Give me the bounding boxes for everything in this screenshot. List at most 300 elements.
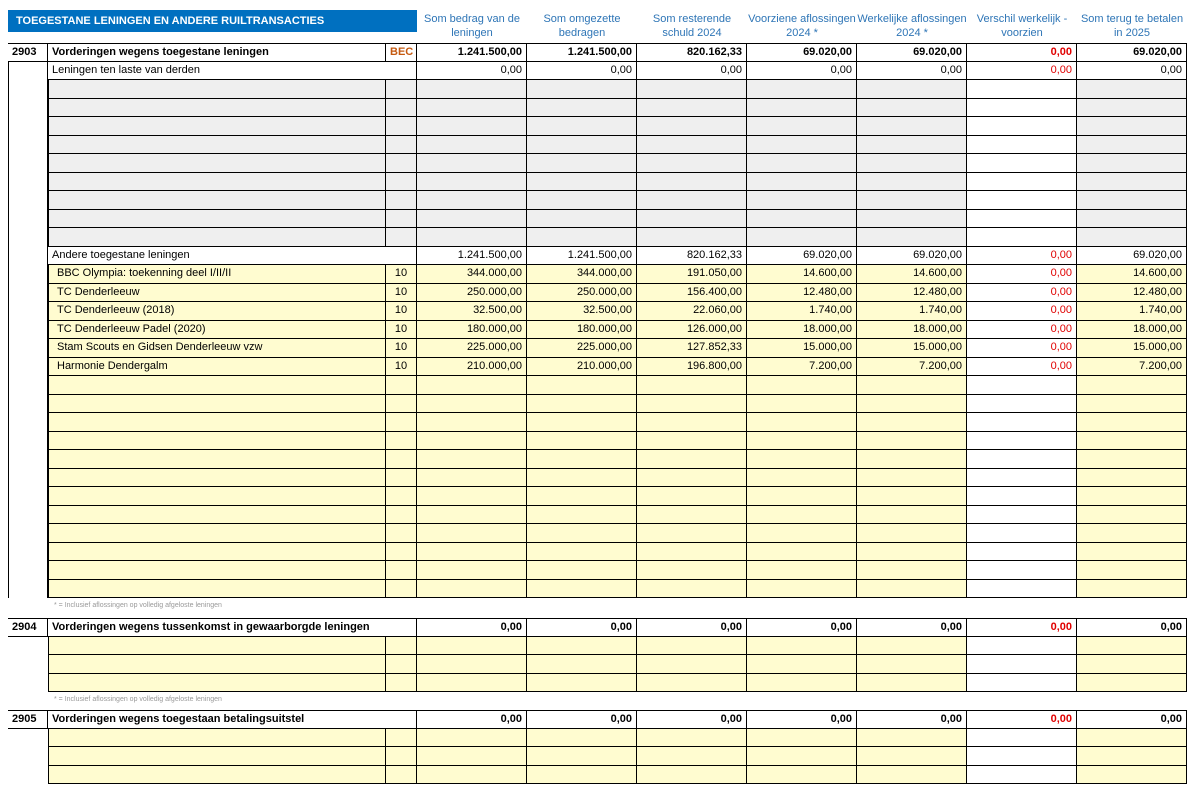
value-cell: 1.740,00 bbox=[857, 302, 967, 321]
empty-yellow-row-value bbox=[527, 450, 637, 469]
value-cell: 0,00 bbox=[967, 265, 1077, 284]
empty-gray-row-value bbox=[967, 173, 1077, 192]
empty-yellow-row-value bbox=[747, 637, 857, 656]
empty-yellow-row-value bbox=[967, 395, 1077, 414]
empty-yellow-row-value bbox=[527, 469, 637, 488]
empty-yellow-row-value bbox=[527, 413, 637, 432]
empty-yellow-row-value bbox=[417, 580, 527, 599]
empty-yellow-row-label bbox=[48, 469, 386, 488]
column-header-line: bedragen bbox=[558, 27, 606, 39]
empty-yellow-row-value bbox=[637, 729, 747, 748]
empty-gray-row-value bbox=[857, 228, 967, 247]
empty-gray-row-value bbox=[637, 154, 747, 173]
empty-yellow-row-value bbox=[417, 376, 527, 395]
empty-gray-row-value bbox=[747, 99, 857, 118]
empty-yellow-row-value bbox=[967, 450, 1077, 469]
section-total-value: 0,00 bbox=[527, 618, 637, 637]
column-header-line: 2024 * bbox=[786, 27, 818, 39]
value-cell: 0,00 bbox=[967, 321, 1077, 340]
empty-yellow-row-value bbox=[417, 543, 527, 562]
value-cell: 180.000,00 bbox=[417, 321, 527, 340]
empty-yellow-row-value bbox=[967, 655, 1077, 674]
empty-yellow-row-value bbox=[1077, 432, 1187, 451]
empty-yellow-row-value bbox=[857, 674, 967, 693]
empty-yellow-row-value bbox=[747, 524, 857, 543]
empty-yellow-row-value bbox=[1077, 766, 1187, 785]
empty-yellow-row-value bbox=[747, 747, 857, 766]
section-label: Vorderingen wegens tussenkomst in gewaarborgde leningen bbox=[48, 618, 417, 637]
empty-gray-row-label bbox=[48, 154, 386, 173]
column-header bbox=[1077, 12, 1187, 42]
empty-gray-row-label bbox=[48, 117, 386, 136]
empty-gray-row-value bbox=[747, 191, 857, 210]
empty-gray-row-value bbox=[857, 117, 967, 136]
empty-gray-row-label bbox=[48, 80, 386, 99]
empty-gray-row-value bbox=[527, 191, 637, 210]
empty-gray-row-value bbox=[527, 228, 637, 247]
section-total-value: 69.020,00 bbox=[1077, 43, 1187, 62]
section-total-value: 0,00 bbox=[1077, 618, 1187, 637]
empty-yellow-row-value bbox=[637, 543, 747, 562]
footnote: * = Inclusief aflossingen op volledig afgeloste leningen bbox=[54, 696, 222, 703]
value-cell: 0,00 bbox=[967, 247, 1077, 266]
column-header-line: Som bedrag van de bbox=[423, 13, 520, 25]
empty-yellow-row-value bbox=[1077, 674, 1187, 693]
empty-yellow-row-value bbox=[527, 655, 637, 674]
column-header-line: schuld 2024 bbox=[662, 27, 722, 39]
column-header-line: Som terug te betalen bbox=[1080, 13, 1184, 25]
empty-gray-row-value bbox=[1077, 228, 1187, 247]
loan-row-code: 10 bbox=[386, 339, 417, 358]
empty-yellow-row-value bbox=[967, 580, 1077, 599]
section-total-value: 0,00 bbox=[637, 710, 747, 729]
empty-gray-row-value bbox=[637, 173, 747, 192]
value-cell: 344.000,00 bbox=[417, 265, 527, 284]
empty-yellow-row-value bbox=[637, 432, 747, 451]
empty-yellow-row-value bbox=[1077, 524, 1187, 543]
value-cell: 14.600,00 bbox=[1077, 265, 1187, 284]
empty-gray-row-value bbox=[417, 80, 527, 99]
empty-yellow-row-value bbox=[417, 674, 527, 693]
loan-row-label: TC Denderleeuw (2018) bbox=[48, 302, 386, 321]
section-total-value: 0,00 bbox=[857, 710, 967, 729]
empty-yellow-row-value bbox=[637, 450, 747, 469]
empty-yellow-row-code bbox=[386, 637, 417, 656]
empty-yellow-row-code bbox=[386, 543, 417, 562]
empty-yellow-row-value bbox=[857, 655, 967, 674]
empty-yellow-row-value bbox=[417, 450, 527, 469]
value-cell: 0,00 bbox=[967, 302, 1077, 321]
value-cell: 126.000,00 bbox=[637, 321, 747, 340]
empty-yellow-row-value bbox=[637, 655, 747, 674]
empty-yellow-row-value bbox=[967, 376, 1077, 395]
empty-yellow-row-label bbox=[48, 487, 386, 506]
empty-gray-row-label bbox=[48, 210, 386, 229]
empty-gray-row-code bbox=[386, 99, 417, 118]
value-cell: 0,00 bbox=[967, 358, 1077, 377]
section-label: Vorderingen wegens toegestaan betalingsuitstel bbox=[48, 710, 417, 729]
value-cell: 14.600,00 bbox=[857, 265, 967, 284]
empty-gray-row-value bbox=[637, 191, 747, 210]
empty-yellow-row-value bbox=[637, 376, 747, 395]
empty-yellow-row-value bbox=[1077, 413, 1187, 432]
empty-yellow-row-value bbox=[527, 487, 637, 506]
empty-yellow-row-value bbox=[857, 524, 967, 543]
empty-yellow-row-label bbox=[48, 637, 386, 656]
empty-yellow-row-code bbox=[386, 524, 417, 543]
empty-gray-row-value bbox=[857, 191, 967, 210]
empty-yellow-row-value bbox=[1077, 747, 1187, 766]
empty-yellow-row-label bbox=[48, 450, 386, 469]
empty-yellow-row-value bbox=[747, 432, 857, 451]
empty-yellow-row-value bbox=[637, 637, 747, 656]
value-cell: 15.000,00 bbox=[747, 339, 857, 358]
value-cell: 180.000,00 bbox=[527, 321, 637, 340]
empty-gray-row-value bbox=[967, 210, 1077, 229]
empty-yellow-row-value bbox=[637, 747, 747, 766]
empty-yellow-row-value bbox=[1077, 376, 1187, 395]
value-cell: 0,00 bbox=[417, 62, 527, 81]
empty-yellow-row-value bbox=[637, 506, 747, 525]
empty-yellow-row-value bbox=[1077, 637, 1187, 656]
loan-row-label: TC Denderleeuw bbox=[48, 284, 386, 303]
value-cell: 225.000,00 bbox=[417, 339, 527, 358]
column-header-line: Voorziene aflossingen bbox=[748, 13, 856, 25]
value-cell: 15.000,00 bbox=[857, 339, 967, 358]
empty-yellow-row-value bbox=[747, 580, 857, 599]
empty-yellow-row-value bbox=[637, 395, 747, 414]
section-code: 2904 bbox=[8, 618, 48, 637]
empty-yellow-row-value bbox=[967, 747, 1077, 766]
value-cell: 12.480,00 bbox=[1077, 284, 1187, 303]
empty-gray-row-code bbox=[386, 80, 417, 99]
empty-yellow-row-code bbox=[386, 674, 417, 693]
empty-yellow-row-code bbox=[386, 413, 417, 432]
value-cell: 0,00 bbox=[967, 339, 1077, 358]
empty-yellow-row-value bbox=[857, 580, 967, 599]
empty-gray-row-value bbox=[417, 136, 527, 155]
value-cell: 250.000,00 bbox=[527, 284, 637, 303]
value-cell: 32.500,00 bbox=[527, 302, 637, 321]
empty-gray-row-code bbox=[386, 228, 417, 247]
empty-yellow-row-value bbox=[747, 395, 857, 414]
section-total-value: 820.162,33 bbox=[637, 43, 747, 62]
section-title: TOEGESTANE LENINGEN EN ANDERE RUILTRANSACTIES bbox=[8, 10, 417, 32]
section-code: 2903 bbox=[8, 43, 48, 62]
empty-yellow-row-value bbox=[1077, 469, 1187, 488]
value-cell: 1.740,00 bbox=[747, 302, 857, 321]
section-total-value: 0,00 bbox=[967, 710, 1077, 729]
empty-yellow-row-code bbox=[386, 487, 417, 506]
empty-gray-row-value bbox=[747, 80, 857, 99]
section-total-value: 1.241.500,00 bbox=[417, 43, 527, 62]
section-total-value: 0,00 bbox=[1077, 710, 1187, 729]
empty-yellow-row-value bbox=[637, 469, 747, 488]
empty-yellow-row-value bbox=[1077, 561, 1187, 580]
empty-gray-row-value bbox=[967, 80, 1077, 99]
value-cell: 1.740,00 bbox=[1077, 302, 1187, 321]
section-total-value: 0,00 bbox=[747, 618, 857, 637]
empty-yellow-row-value bbox=[857, 747, 967, 766]
empty-gray-row-value bbox=[637, 80, 747, 99]
value-cell: 0,00 bbox=[967, 62, 1077, 81]
value-cell: 7.200,00 bbox=[857, 358, 967, 377]
empty-yellow-row-value bbox=[967, 729, 1077, 748]
value-cell: 820.162,33 bbox=[637, 247, 747, 266]
empty-yellow-row-value bbox=[967, 674, 1077, 693]
empty-gray-row-value bbox=[527, 80, 637, 99]
empty-yellow-row-value bbox=[747, 655, 857, 674]
empty-yellow-row-code bbox=[386, 561, 417, 580]
empty-yellow-row-value bbox=[967, 413, 1077, 432]
empty-yellow-row-value bbox=[967, 506, 1077, 525]
empty-yellow-row-value bbox=[747, 561, 857, 580]
subsection-label: Andere toegestane leningen bbox=[48, 247, 417, 266]
empty-yellow-row-value bbox=[527, 580, 637, 599]
value-cell: 22.060,00 bbox=[637, 302, 747, 321]
value-cell: 69.020,00 bbox=[857, 247, 967, 266]
empty-yellow-row-value bbox=[637, 580, 747, 599]
empty-yellow-row-code bbox=[386, 747, 417, 766]
column-header-line: Som resterende bbox=[652, 13, 732, 25]
empty-gray-row-value bbox=[857, 154, 967, 173]
empty-yellow-row-value bbox=[637, 413, 747, 432]
empty-yellow-row-value bbox=[1077, 450, 1187, 469]
empty-yellow-row-value bbox=[417, 487, 527, 506]
empty-yellow-row-value bbox=[417, 729, 527, 748]
empty-yellow-row-value bbox=[747, 487, 857, 506]
empty-yellow-row-value bbox=[637, 524, 747, 543]
empty-yellow-row-label bbox=[48, 561, 386, 580]
empty-yellow-row-label bbox=[48, 674, 386, 693]
empty-gray-row-value bbox=[637, 99, 747, 118]
empty-gray-row-code bbox=[386, 191, 417, 210]
empty-gray-row-value bbox=[857, 210, 967, 229]
empty-yellow-row-value bbox=[747, 543, 857, 562]
empty-gray-row-value bbox=[857, 173, 967, 192]
empty-gray-row-value bbox=[417, 173, 527, 192]
empty-yellow-row-value bbox=[417, 637, 527, 656]
empty-yellow-row-label bbox=[48, 506, 386, 525]
loan-row-code: 10 bbox=[386, 358, 417, 377]
section-total-value: 0,00 bbox=[967, 618, 1077, 637]
empty-gray-row-label bbox=[48, 191, 386, 210]
section-total-value: 0,00 bbox=[857, 618, 967, 637]
value-cell: 69.020,00 bbox=[1077, 247, 1187, 266]
empty-gray-row-value bbox=[967, 99, 1077, 118]
empty-gray-row-value bbox=[747, 210, 857, 229]
empty-yellow-row-value bbox=[527, 395, 637, 414]
section-total-value: 1.241.500,00 bbox=[527, 43, 637, 62]
empty-yellow-row-label bbox=[48, 543, 386, 562]
empty-yellow-row-value bbox=[857, 729, 967, 748]
value-cell: 7.200,00 bbox=[747, 358, 857, 377]
empty-gray-row-value bbox=[857, 99, 967, 118]
section-total-value: 69.020,00 bbox=[747, 43, 857, 62]
empty-gray-row-code bbox=[386, 154, 417, 173]
section-label: Vorderingen wegens toegestane leningen bbox=[48, 43, 386, 62]
empty-yellow-row-value bbox=[967, 766, 1077, 785]
section-total-value: 69.020,00 bbox=[857, 43, 967, 62]
empty-yellow-row-label bbox=[48, 413, 386, 432]
section-tag: BEC bbox=[386, 43, 417, 62]
empty-yellow-row-value bbox=[967, 469, 1077, 488]
empty-gray-row-value bbox=[1077, 80, 1187, 99]
empty-gray-row-value bbox=[857, 136, 967, 155]
value-cell: 12.480,00 bbox=[857, 284, 967, 303]
empty-yellow-row-value bbox=[527, 506, 637, 525]
section-code: 2905 bbox=[8, 710, 48, 729]
empty-yellow-row-code bbox=[386, 729, 417, 748]
empty-gray-row-value bbox=[527, 99, 637, 118]
empty-yellow-row-code bbox=[386, 580, 417, 599]
value-cell: 225.000,00 bbox=[527, 339, 637, 358]
section-total-value: 0,00 bbox=[967, 43, 1077, 62]
empty-gray-row-value bbox=[527, 136, 637, 155]
empty-gray-row-value bbox=[637, 136, 747, 155]
empty-yellow-row-value bbox=[967, 524, 1077, 543]
empty-gray-row-value bbox=[417, 154, 527, 173]
empty-yellow-row-value bbox=[857, 413, 967, 432]
loan-row-code: 10 bbox=[386, 265, 417, 284]
value-cell: 18.000,00 bbox=[747, 321, 857, 340]
empty-yellow-row-value bbox=[857, 766, 967, 785]
empty-gray-row-value bbox=[417, 228, 527, 247]
empty-yellow-row-code bbox=[386, 376, 417, 395]
column-header-line: 2024 * bbox=[896, 27, 928, 39]
empty-gray-row-label bbox=[48, 173, 386, 192]
empty-yellow-row-value bbox=[417, 469, 527, 488]
empty-gray-row-code bbox=[386, 210, 417, 229]
empty-gray-row-value bbox=[417, 117, 527, 136]
empty-yellow-row-value bbox=[637, 487, 747, 506]
empty-gray-row-value bbox=[967, 228, 1077, 247]
empty-yellow-row-value bbox=[1077, 487, 1187, 506]
value-cell: 0,00 bbox=[1077, 62, 1187, 81]
empty-yellow-row-value bbox=[637, 766, 747, 785]
code-column-spacer bbox=[8, 62, 48, 599]
section-total-value: 0,00 bbox=[417, 710, 527, 729]
column-header bbox=[527, 12, 637, 42]
value-cell: 210.000,00 bbox=[527, 358, 637, 377]
empty-gray-row-value bbox=[637, 117, 747, 136]
value-cell: 0,00 bbox=[857, 62, 967, 81]
empty-yellow-row-label bbox=[48, 432, 386, 451]
value-cell: 0,00 bbox=[747, 62, 857, 81]
empty-yellow-row-label bbox=[48, 766, 386, 785]
value-cell: 344.000,00 bbox=[527, 265, 637, 284]
empty-yellow-row-value bbox=[857, 637, 967, 656]
empty-gray-row-value bbox=[1077, 136, 1187, 155]
column-header bbox=[747, 12, 857, 42]
empty-yellow-row-label bbox=[48, 376, 386, 395]
empty-yellow-row-value bbox=[1077, 655, 1187, 674]
empty-yellow-row-value bbox=[857, 506, 967, 525]
empty-yellow-row-value bbox=[527, 524, 637, 543]
empty-yellow-row-value bbox=[747, 506, 857, 525]
column-header bbox=[637, 12, 747, 42]
empty-yellow-row-value bbox=[417, 524, 527, 543]
empty-yellow-row-value bbox=[527, 747, 637, 766]
empty-yellow-row-label bbox=[48, 395, 386, 414]
subsection-label: Leningen ten laste van derden bbox=[48, 62, 417, 81]
empty-yellow-row-value bbox=[527, 637, 637, 656]
empty-yellow-row-label bbox=[48, 524, 386, 543]
empty-yellow-row-code bbox=[386, 506, 417, 525]
value-cell: 12.480,00 bbox=[747, 284, 857, 303]
value-cell: 32.500,00 bbox=[417, 302, 527, 321]
empty-yellow-row-value bbox=[527, 432, 637, 451]
empty-yellow-row-value bbox=[857, 450, 967, 469]
value-cell: 127.852,33 bbox=[637, 339, 747, 358]
empty-yellow-row-value bbox=[967, 432, 1077, 451]
empty-yellow-row-value bbox=[857, 561, 967, 580]
value-cell: 191.050,00 bbox=[637, 265, 747, 284]
empty-yellow-row-value bbox=[857, 395, 967, 414]
empty-gray-row-value bbox=[747, 117, 857, 136]
column-header bbox=[417, 12, 527, 42]
empty-gray-row-code bbox=[386, 136, 417, 155]
empty-yellow-row-value bbox=[417, 413, 527, 432]
empty-yellow-row-value bbox=[527, 674, 637, 693]
empty-gray-row-value bbox=[747, 154, 857, 173]
empty-yellow-row-value bbox=[1077, 395, 1187, 414]
empty-yellow-row-value bbox=[747, 766, 857, 785]
empty-yellow-row-code bbox=[386, 432, 417, 451]
empty-gray-row-value bbox=[527, 117, 637, 136]
empty-gray-row-value bbox=[1077, 154, 1187, 173]
empty-yellow-row-value bbox=[967, 561, 1077, 580]
empty-yellow-row-code bbox=[386, 395, 417, 414]
empty-gray-row-value bbox=[747, 228, 857, 247]
empty-yellow-row-value bbox=[857, 543, 967, 562]
value-cell: 196.800,00 bbox=[637, 358, 747, 377]
value-cell: 7.200,00 bbox=[1077, 358, 1187, 377]
empty-gray-row-value bbox=[1077, 191, 1187, 210]
empty-gray-row-code bbox=[386, 117, 417, 136]
empty-gray-row-value bbox=[1077, 210, 1187, 229]
empty-gray-row-value bbox=[417, 99, 527, 118]
empty-yellow-row-value bbox=[527, 376, 637, 395]
empty-yellow-row-value bbox=[527, 561, 637, 580]
empty-gray-row-value bbox=[527, 210, 637, 229]
empty-gray-row-label bbox=[48, 228, 386, 247]
column-header bbox=[857, 12, 967, 42]
empty-gray-row-label bbox=[48, 99, 386, 118]
empty-yellow-row-value bbox=[967, 543, 1077, 562]
column-header-line: Som omgezette bbox=[543, 13, 621, 25]
empty-yellow-row-value bbox=[637, 674, 747, 693]
empty-yellow-row-label bbox=[48, 580, 386, 599]
empty-yellow-row-value bbox=[857, 432, 967, 451]
empty-yellow-row-value bbox=[527, 766, 637, 785]
empty-gray-row-value bbox=[417, 210, 527, 229]
section-total-value: 0,00 bbox=[747, 710, 857, 729]
loan-row-code: 10 bbox=[386, 284, 417, 303]
empty-yellow-row-code bbox=[386, 450, 417, 469]
value-cell: 18.000,00 bbox=[857, 321, 967, 340]
empty-yellow-row-value bbox=[1077, 506, 1187, 525]
loan-row-label: Stam Scouts en Gidsen Denderleeuw vzw bbox=[48, 339, 386, 358]
column-header-line: voorzien bbox=[1001, 27, 1043, 39]
column-header-line: leningen bbox=[451, 27, 493, 39]
empty-gray-row-value bbox=[967, 154, 1077, 173]
empty-gray-row-value bbox=[637, 210, 747, 229]
empty-gray-row-value bbox=[747, 136, 857, 155]
empty-yellow-row-value bbox=[857, 376, 967, 395]
empty-yellow-row-value bbox=[747, 450, 857, 469]
empty-yellow-row-value bbox=[1077, 729, 1187, 748]
